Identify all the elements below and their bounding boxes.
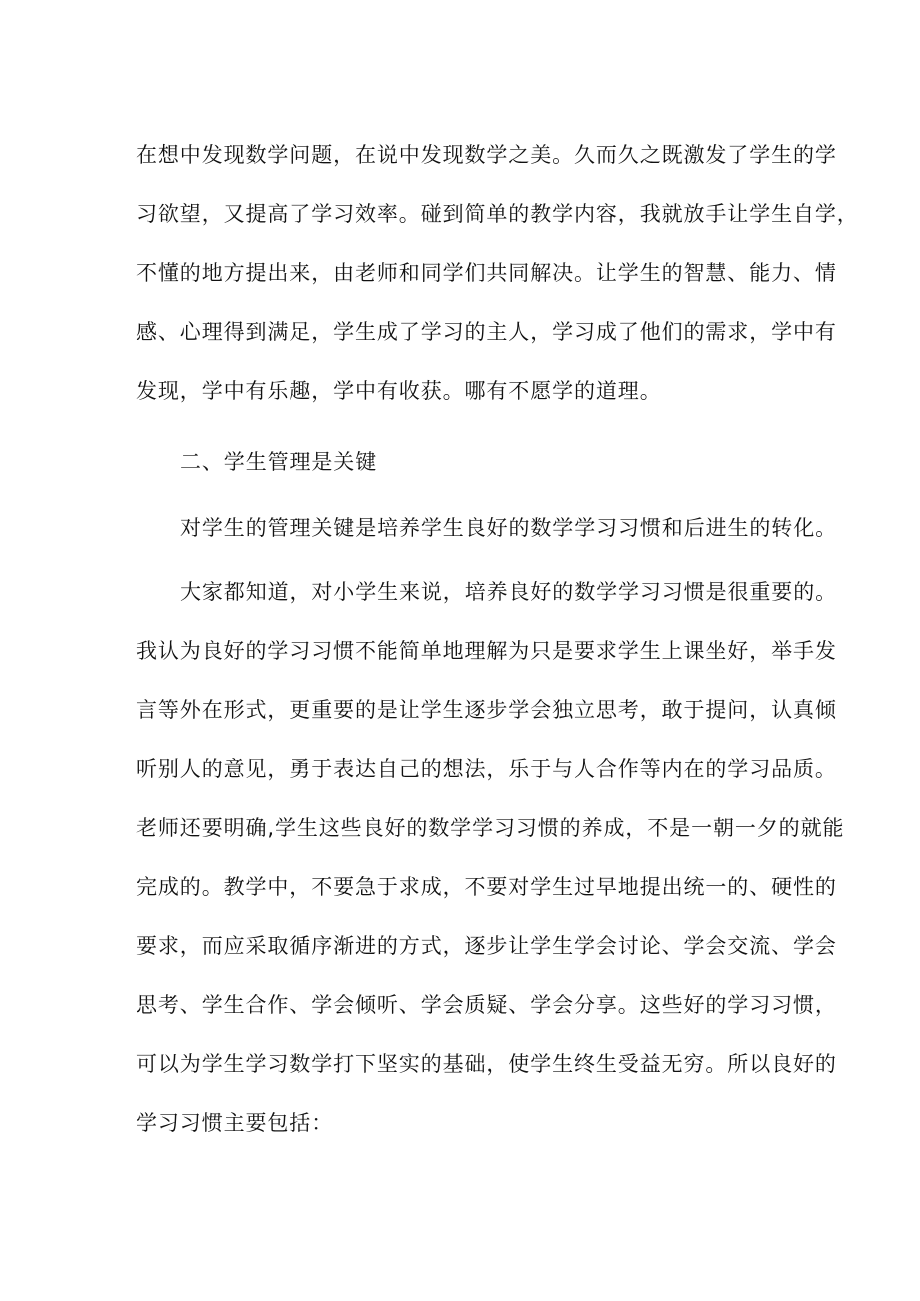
paragraph-line: 发现，学中有乐趣，学中有收获。哪有不愿学的道理。 xyxy=(136,379,662,403)
paragraph-line: 对学生的管理关键是培养学生良好的数学学习习惯和后进生的转化。 xyxy=(180,516,837,540)
paragraph-line: 在想中发现数学问题，在说中发现数学之美。久而久之既激发了学生的学 xyxy=(136,143,837,167)
paragraph-line: 完成的。教学中，不要急于求成，不要对学生过早地提出统一的、硬性的 xyxy=(136,875,837,899)
section-heading: 二、学生管理是关键 xyxy=(180,450,378,474)
paragraph-line: 大家都知道，对小学生来说，培养良好的数学学习习惯是很重要的。 xyxy=(180,580,837,604)
paragraph-line: 老师还要明确,学生这些良好的数学学习习惯的养成，不是一朝一夕的就能 xyxy=(136,816,845,840)
paragraph-line: 听别人的意见，勇于表达自己的想法，乐于与人合作等内在的学习品质。 xyxy=(136,757,837,781)
paragraph-line: 习欲望，又提高了学习效率。碰到简单的教学内容，我就放手让学生自学， xyxy=(136,202,859,226)
paragraph-line: 我认为良好的学习习惯不能简单地理解为只是要求学生上课坐好，举手发 xyxy=(136,639,837,663)
paragraph-line: 学习习惯主要包括： xyxy=(136,1111,334,1135)
paragraph-line: 要求，而应采取循序渐进的方式，逐步让学生学会讨论、学会交流、学会 xyxy=(136,934,837,958)
paragraph-line: 不懂的地方提出来，由老师和同学们共同解决。让学生的智慧、能力、情 xyxy=(136,261,837,285)
paragraph-line: 可以为学生学习数学打下坚实的基础，使学生终生受益无穷。所以良好的 xyxy=(136,1052,837,1076)
paragraph-line: 感、心理得到满足，学生成了学习的主人，学习成了他们的需求，学中有 xyxy=(136,320,837,344)
paragraph-line: 思考、学生合作、学会倾听、学会质疑、学会分享。这些好的学习习惯， xyxy=(136,993,837,1017)
paragraph-line: 言等外在形式，更重要的是让学生逐步学会独立思考，敢于提问，认真倾 xyxy=(136,698,837,722)
